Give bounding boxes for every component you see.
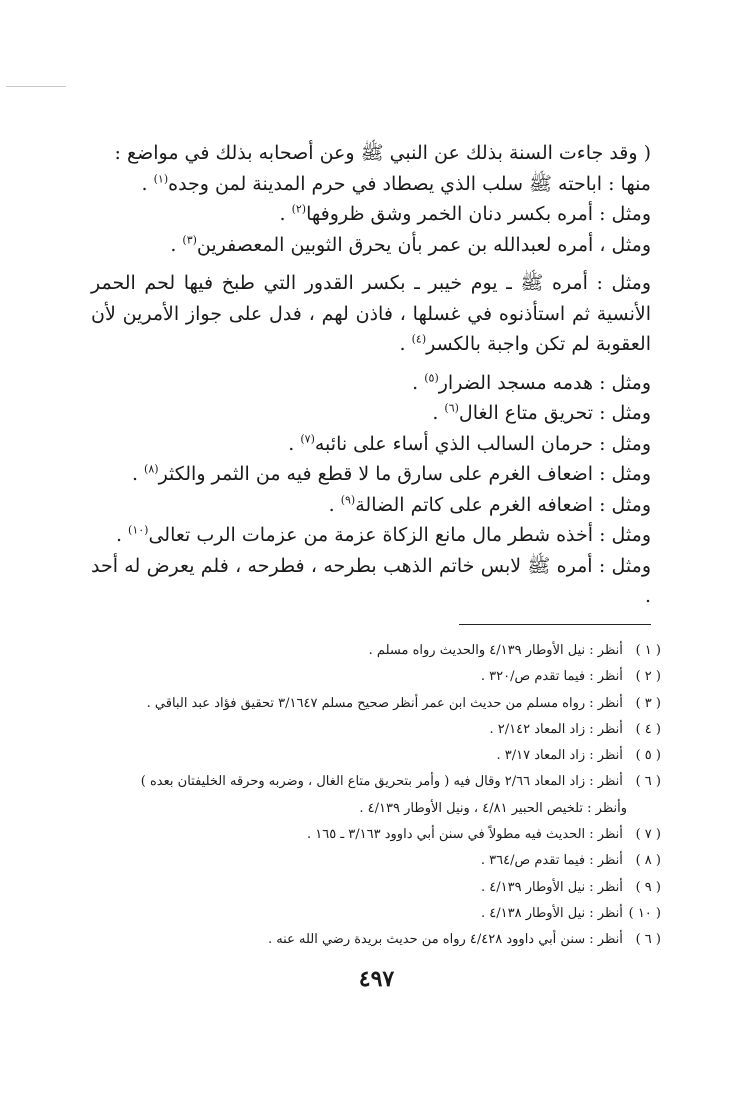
footnote-item bbox=[61, 875, 661, 901]
note-ref: (٦) bbox=[444, 401, 459, 415]
paragraph-2: ومثل : أمره بكسر دنان الخمر وشق ظروفها$^{(٢)}$ . bbox=[279, 202, 651, 225]
footnote-text: أنظر : زاد المعاد ٢/١٤٢ . bbox=[489, 721, 623, 737]
footnote-number: ( ٤ ) bbox=[635, 721, 661, 737]
footnote-number: ( ٦ ) bbox=[635, 774, 661, 790]
footnote-item bbox=[61, 848, 661, 874]
footnote-text: أنظر : فيما تقدم ص/٣٦٤ . bbox=[480, 853, 623, 869]
footnote-item bbox=[61, 638, 661, 664]
footnotes-block bbox=[61, 638, 661, 954]
paragraph-5: ومثل : هدمه مسجد الضرار$^{(٥)}$ . bbox=[412, 371, 651, 394]
note-ref: (٥) bbox=[424, 371, 439, 385]
scan-edge-mark bbox=[6, 86, 66, 87]
footnote-item bbox=[61, 927, 661, 953]
note-ref: (٤) bbox=[411, 332, 427, 346]
footnote-number: ( ٣ ) bbox=[635, 695, 661, 711]
footnote-text: أنظر : زاد المعاد ٢/٦٦ وقال فيه ( وأمر بتحريق متاع الغال ، وضربه وحرقه الخليفتان بعده ) bbox=[140, 774, 623, 790]
footnote-number: ( ٩ ) bbox=[635, 879, 661, 895]
footnote-number: ( ٧ ) bbox=[635, 827, 661, 843]
footnote-text: أنظر : الحديث فيه مطولاً في سنن أبي داوود ٣/١٦٣ ـ ١٦٥ . bbox=[307, 827, 623, 843]
note-ref: (٣) bbox=[182, 233, 197, 247]
footnote-item bbox=[61, 691, 661, 717]
footnote-continuation: وأنظر : تلخيص الحبير ٤/٨١ ، ونيل الأوطار ٤/١٣٩ . bbox=[359, 800, 627, 816]
footnote-text: أنظر : نيل الأوطار ٤/١٣٩ . bbox=[481, 879, 623, 895]
footnote-text: أنظر : نيل الأوطار ٤/١٣٩ والحديث رواه مسلم . bbox=[368, 643, 623, 658]
footnote-number: ( ٢ ) bbox=[635, 669, 661, 685]
note-ref: (١) bbox=[153, 172, 169, 186]
footnote-text: أنظر : زاد المعاد ٣/١٧ . bbox=[496, 748, 623, 764]
footnote-number: ( ٨ ) bbox=[635, 853, 661, 869]
footnote-item bbox=[61, 822, 661, 848]
note-ref: (٩) bbox=[340, 493, 356, 507]
paragraph-6: ومثل : تحريق متاع الغال$^{(٦)}$ . bbox=[432, 401, 651, 424]
note-ref: (٧) bbox=[300, 432, 315, 446]
footnote-text: أنظر : فيما تقدم ص/٣٢٠ . bbox=[480, 669, 623, 685]
footnote-divider bbox=[459, 624, 651, 625]
footnote-number: ( ٦ ) bbox=[635, 932, 661, 948]
paragraph-3: ومثل ، أمره لعبدالله بن عمر بأن يحرق الثوبين المعصفرين$^{(٣)}$ . bbox=[170, 233, 651, 256]
main-text-block bbox=[91, 138, 651, 612]
note-ref: (٢) bbox=[291, 202, 307, 216]
paragraph-8: ومثل : اضعاف الغرم على سارق ما لا قطع فيه من الثمر والكثر$^{(٨)}$ . bbox=[131, 462, 651, 485]
footnote-item bbox=[61, 901, 661, 927]
paragraph-1: منها : اباحته ﷺ سلب الذي يصطاد في حرم المدينة لمن وجده$^{(١)}$ . bbox=[141, 172, 651, 195]
footnote-item bbox=[61, 769, 661, 795]
footnote-number: ( ٥ ) bbox=[635, 748, 661, 764]
footnote-text: أنظر : رواه مسلم من حديث ابن عمر أنظر صحيح مسلم ٣/١٦٤٧ تحقيق فؤاد عبد الباقي . bbox=[146, 695, 623, 711]
paragraph-intro: ( وقد جاءت السنة بذلك عن النبي ﷺ وعن أصحابه بذلك في مواضع : bbox=[114, 142, 651, 164]
footnote-number: ( ١٠ ) bbox=[628, 905, 661, 921]
footnote-number: ( ١ ) bbox=[635, 643, 661, 658]
paragraph-10: ومثل : أخذه شطر مال مانع الزكاة عزمة من عزمات الرب تعالى$^{(١٠)}$ . bbox=[115, 523, 651, 546]
note-ref: (٨) bbox=[144, 462, 159, 476]
page-number: ٤٩٧ bbox=[358, 966, 395, 992]
footnote-item bbox=[61, 743, 661, 769]
footnote-text: أنظر : نيل الأوطار ٤/١٣٨ . bbox=[481, 905, 623, 921]
paragraph-4: ومثل : أمره ﷺ ـ يوم خيبر ـ بكسر القدور التي طبخ فيها لحم الحمر الأنسية ثم استأذنوه في غسلها ، فاذن لهم ، فدل على جواز الأمرين لأن العقوبة لم تكن واجبة بالكسر$^{(٤)}$ . bbox=[91, 272, 651, 355]
footnote-text: أنظر : سنن أبي داوود ٤/٤٢٨ رواه من حديث بريدة رضي الله عنه . bbox=[267, 932, 623, 948]
paragraph-11: ومثل : أمره ﷺ لابس خاتم الذهب بطرحه ، فطرحه ، فلم يعرض له أحد . bbox=[91, 554, 652, 607]
paragraph-9: ومثل : اضعافه الغرم على كاتم الضالة$^{(٩)}$ . bbox=[328, 493, 651, 516]
footnote-item bbox=[61, 717, 661, 743]
footnote-item bbox=[61, 664, 661, 690]
paragraph-7: ومثل : حرمان السالب الذي أساء على نائبه$^{(٧)}$ . bbox=[288, 432, 651, 455]
note-ref: (١٠) bbox=[128, 523, 149, 537]
